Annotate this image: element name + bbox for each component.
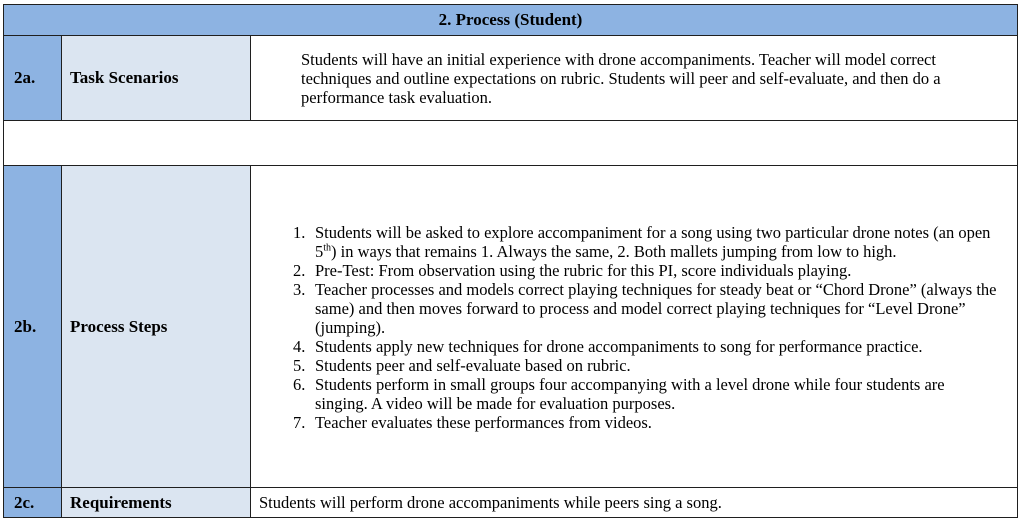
process-steps-content bbox=[251, 166, 1018, 488]
row-number-2a: 2a. bbox=[4, 36, 62, 121]
step-text-sup: th bbox=[323, 242, 332, 254]
row-number-2b: 2b. bbox=[4, 166, 62, 488]
step-text: Students peer and self-evaluate based on rubric. bbox=[315, 356, 631, 375]
step-number: 7. bbox=[293, 413, 306, 432]
step-number: 3. bbox=[293, 280, 306, 299]
requirements-text: Students will perform drone accompaniments while peers sing a song. bbox=[259, 493, 722, 512]
list-item bbox=[293, 375, 997, 413]
step-text: Pre-Test: From observation using the rubric for this PI, score individuals playing. bbox=[315, 261, 852, 280]
step-text: Students perform in small groups four accompanying with a level drone while four students are singing. A video will be made for evaluation purposes. bbox=[315, 375, 945, 413]
step-text-post: ) in ways that remains 1. Always the same, 2. Both mallets jumping from low to high. bbox=[331, 242, 897, 261]
step-text: Students apply new techniques for drone accompaniments to song for performance practice. bbox=[315, 337, 923, 356]
task-scenarios-text: Students will have an initial experience with drone accompaniments. Teacher will model correct techniques and outline expectations on rubric. Students will peer and self-evaluate, and then do a performance task evaluation. bbox=[301, 49, 941, 107]
table-row-2b bbox=[4, 166, 1018, 488]
header-row bbox=[4, 5, 1018, 36]
task-scenarios-content bbox=[251, 36, 1018, 121]
list-item bbox=[293, 223, 997, 261]
list-item bbox=[293, 356, 997, 375]
spacer-cell bbox=[4, 121, 1018, 166]
spacer-row bbox=[4, 121, 1018, 166]
step-text: Teacher evaluates these performances from videos. bbox=[315, 413, 652, 432]
list-item bbox=[293, 261, 997, 280]
section-title: 2. Process (Student) bbox=[4, 5, 1018, 36]
step-number: 6. bbox=[293, 375, 306, 394]
step-text-pre: Students will be asked to explore accompaniment for a song using two particular drone notes (an open 5 bbox=[315, 223, 991, 261]
step-text: Teacher processes and models correct playing techniques for steady beat or “Chord Drone” (always the same) and then moves forward to process and model correct playing techniques for “Level Drone” (jumping). bbox=[315, 280, 997, 337]
list-item bbox=[293, 413, 997, 432]
process-steps-list bbox=[251, 221, 1017, 432]
table-row-2c bbox=[4, 488, 1018, 518]
row-label-task-scenarios: Task Scenarios bbox=[62, 36, 251, 121]
step-number: 4. bbox=[293, 337, 306, 356]
list-item bbox=[293, 280, 997, 337]
list-item bbox=[293, 337, 997, 356]
step-number: 5. bbox=[293, 356, 306, 375]
process-document bbox=[3, 4, 1017, 518]
row-number-2c: 2c. bbox=[4, 488, 62, 518]
table-row-2a bbox=[4, 36, 1018, 121]
step-number: 2. bbox=[293, 261, 306, 280]
row-label-requirements: Requirements bbox=[62, 488, 251, 518]
step-number: 1. bbox=[293, 223, 306, 242]
requirements-content bbox=[251, 488, 1018, 518]
row-label-process-steps: Process Steps bbox=[62, 166, 251, 488]
process-table bbox=[3, 4, 1018, 518]
